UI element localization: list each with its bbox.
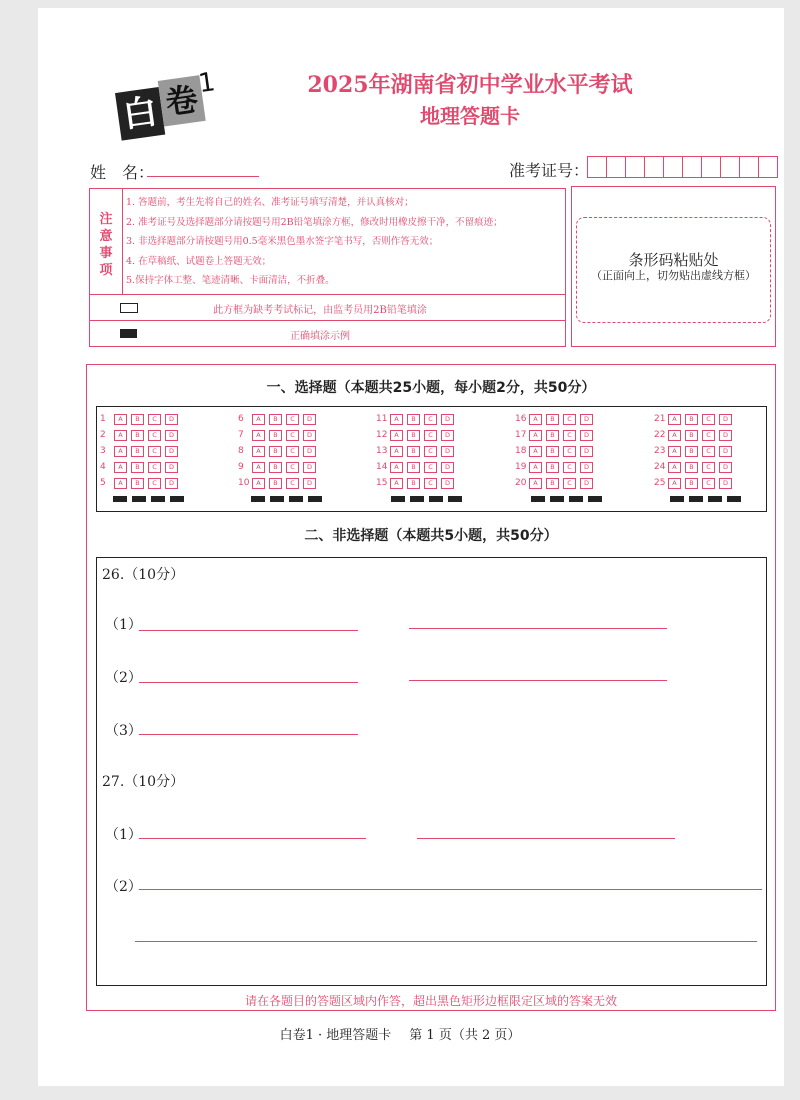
absent-mark-text: 此方框为缺考考试标记，由监考员用2B铅笔填涂 bbox=[213, 305, 427, 316]
option-bubble[interactable]: C bbox=[424, 430, 437, 441]
option-bubble[interactable]: A bbox=[390, 462, 403, 473]
option-bubble[interactable]: D bbox=[441, 414, 454, 425]
option-bubble[interactable]: B bbox=[131, 430, 144, 441]
option-bubble[interactable]: C bbox=[148, 478, 161, 489]
choice-column bbox=[654, 411, 736, 491]
option-bubble[interactable]: A bbox=[252, 478, 265, 489]
timing-marks bbox=[113, 496, 189, 502]
question-number: 15 bbox=[376, 478, 388, 488]
choice-question-row bbox=[238, 443, 320, 459]
choice-column bbox=[100, 411, 182, 491]
option-bubble[interactable]: A bbox=[668, 414, 681, 425]
question-number: 14 bbox=[376, 462, 388, 472]
option-bubble[interactable]: A bbox=[668, 430, 681, 441]
q26-2-answer-line-a[interactable] bbox=[139, 682, 358, 683]
option-bubble[interactable]: C bbox=[286, 446, 299, 457]
choice-question-row bbox=[238, 427, 320, 443]
option-bubble[interactable]: D bbox=[303, 430, 316, 441]
option-bubble[interactable]: C bbox=[148, 446, 161, 457]
question-number: 13 bbox=[376, 446, 388, 456]
option-bubble[interactable]: B bbox=[685, 446, 698, 457]
option-bubble[interactable]: A bbox=[529, 414, 542, 425]
q27-sub-2: （2） bbox=[105, 879, 142, 895]
option-bubble[interactable]: D bbox=[303, 446, 316, 457]
option-bubble[interactable]: D bbox=[441, 478, 454, 489]
option-bubble[interactable]: D bbox=[580, 446, 593, 457]
choice-question-row bbox=[376, 443, 458, 459]
question-number: 6 bbox=[238, 414, 244, 424]
question-number: 18 bbox=[515, 446, 527, 456]
option-bubble[interactable]: C bbox=[563, 478, 576, 489]
absent-mark-box[interactable] bbox=[120, 303, 138, 313]
option-bubble[interactable]: C bbox=[563, 430, 576, 441]
option-bubble[interactable]: B bbox=[685, 462, 698, 473]
choice-question-row bbox=[515, 459, 597, 475]
question-number: 2 bbox=[100, 430, 106, 440]
option-bubble[interactable]: D bbox=[165, 414, 178, 425]
choice-question-row bbox=[100, 475, 182, 491]
choice-question-row bbox=[654, 427, 736, 443]
choice-question-row bbox=[515, 443, 597, 459]
choice-question-row bbox=[515, 475, 597, 491]
option-bubble[interactable]: B bbox=[131, 446, 144, 457]
option-bubble[interactable]: C bbox=[702, 478, 715, 489]
option-bubble[interactable]: A bbox=[668, 478, 681, 489]
option-bubble[interactable]: B bbox=[407, 414, 420, 425]
option-bubble[interactable]: D bbox=[441, 430, 454, 441]
option-bubble[interactable]: B bbox=[407, 430, 420, 441]
option-bubble[interactable]: D bbox=[165, 446, 178, 457]
q27-1-answer-line-a[interactable] bbox=[139, 838, 366, 839]
option-bubble[interactable]: C bbox=[563, 446, 576, 457]
footer-paper-label: 白卷1 · 地理答题卡 bbox=[279, 1028, 392, 1043]
option-bubble[interactable]: A bbox=[252, 446, 265, 457]
notice-item: 3. 非选择题部分请按题号用0.5毫米黑色墨水签字笔书写，否则作答无效； bbox=[126, 236, 439, 247]
option-bubble[interactable]: D bbox=[719, 462, 732, 473]
option-bubble[interactable]: D bbox=[441, 446, 454, 457]
question-number: 10 bbox=[238, 478, 250, 488]
choice-question-row bbox=[654, 459, 736, 475]
question-number: 17 bbox=[515, 430, 527, 440]
q26-1-answer-line-b[interactable] bbox=[409, 628, 667, 629]
barcode-label: 条形码粘贴处 bbox=[628, 251, 719, 269]
choice-question-row bbox=[515, 427, 597, 443]
barcode-hint: （正面向上，切勿贴出虚线方框） bbox=[591, 269, 756, 282]
q26-sub-2: （2） bbox=[105, 670, 142, 686]
choice-grid bbox=[96, 406, 767, 512]
choice-question-row bbox=[654, 411, 736, 427]
option-bubble[interactable]: A bbox=[668, 446, 681, 457]
q27-2-answer-line-a[interactable] bbox=[139, 889, 762, 890]
option-bubble[interactable]: C bbox=[424, 414, 437, 425]
option-bubble[interactable]: D bbox=[719, 430, 732, 441]
id-number-boxes[interactable] bbox=[588, 156, 778, 178]
question-number: 16 bbox=[515, 414, 527, 424]
choice-question-row bbox=[100, 427, 182, 443]
question-number: 19 bbox=[515, 462, 527, 472]
timing-marks bbox=[391, 496, 467, 502]
option-bubble[interactable]: A bbox=[252, 430, 265, 441]
option-bubble[interactable]: B bbox=[685, 414, 698, 425]
q26-1-answer-line-a[interactable] bbox=[139, 630, 358, 631]
notice-item: 1. 答题前，考生先将自己的姓名、准考证号填写清楚，并认真核对； bbox=[126, 197, 414, 208]
question-number: 7 bbox=[238, 430, 244, 440]
option-bubble[interactable]: A bbox=[390, 430, 403, 441]
badge-number: 1 bbox=[196, 67, 218, 100]
q27-1-answer-line-b[interactable] bbox=[417, 838, 675, 839]
q26-sub-3: （3） bbox=[105, 723, 142, 739]
option-bubble[interactable]: B bbox=[407, 462, 420, 473]
option-bubble[interactable]: C bbox=[148, 430, 161, 441]
choice-question-row bbox=[654, 443, 736, 459]
option-bubble[interactable]: C bbox=[286, 462, 299, 473]
q26-sub-1: （1） bbox=[105, 617, 142, 633]
option-bubble[interactable]: D bbox=[165, 430, 178, 441]
option-bubble[interactable]: D bbox=[719, 446, 732, 457]
option-bubble[interactable]: B bbox=[269, 478, 282, 489]
question-number: 11 bbox=[376, 414, 388, 424]
choice-question-row bbox=[376, 411, 458, 427]
filled-example-mark bbox=[120, 329, 137, 338]
option-bubble[interactable]: B bbox=[131, 414, 144, 425]
option-bubble[interactable]: B bbox=[546, 462, 559, 473]
option-bubble[interactable]: D bbox=[580, 462, 593, 473]
option-bubble[interactable]: A bbox=[529, 446, 542, 457]
option-bubble[interactable]: C bbox=[424, 462, 437, 473]
option-bubble[interactable]: C bbox=[148, 414, 161, 425]
timing-marks bbox=[531, 496, 607, 502]
choice-question-row bbox=[238, 459, 320, 475]
choice-question-row bbox=[238, 475, 320, 491]
option-bubble[interactable]: B bbox=[407, 446, 420, 457]
question-number: 22 bbox=[654, 430, 666, 440]
option-bubble[interactable]: D bbox=[165, 478, 178, 489]
option-bubble[interactable]: C bbox=[563, 462, 576, 473]
option-bubble[interactable]: B bbox=[546, 414, 559, 425]
q27-sub-1: （1） bbox=[105, 827, 142, 843]
option-bubble[interactable]: C bbox=[286, 414, 299, 425]
option-bubble[interactable]: B bbox=[546, 430, 559, 441]
notice-item: 5.保持字体工整、笔迹清晰、卡面清洁，不折叠。 bbox=[126, 275, 335, 286]
option-bubble[interactable]: C bbox=[702, 430, 715, 441]
fill-example-row bbox=[90, 320, 565, 347]
notice-box bbox=[89, 188, 566, 347]
fill-example-text: 正确填涂示例 bbox=[290, 331, 350, 342]
option-bubble[interactable]: D bbox=[580, 414, 593, 425]
timing-marks bbox=[251, 496, 327, 502]
question-number: 23 bbox=[654, 446, 666, 456]
option-bubble[interactable]: D bbox=[580, 430, 593, 441]
badge-char-2: 卷 bbox=[158, 75, 206, 126]
option-bubble[interactable]: A bbox=[390, 414, 403, 425]
section2-title: 二、非选择题（本题共5小题，共50分） bbox=[304, 528, 558, 544]
option-bubble[interactable]: B bbox=[407, 478, 420, 489]
choice-question-row bbox=[654, 475, 736, 491]
option-bubble[interactable]: B bbox=[685, 478, 698, 489]
notice-side-text: 注 意 事 项 bbox=[99, 212, 113, 278]
name-field[interactable] bbox=[147, 176, 259, 177]
option-bubble[interactable]: B bbox=[269, 446, 282, 457]
option-bubble[interactable]: D bbox=[719, 478, 732, 489]
notice-items bbox=[126, 193, 556, 291]
question-number: 4 bbox=[100, 462, 106, 472]
option-bubble[interactable]: A bbox=[529, 430, 542, 441]
choice-question-row bbox=[376, 459, 458, 475]
option-bubble[interactable]: D bbox=[441, 462, 454, 473]
choice-question-row bbox=[100, 443, 182, 459]
choice-question-row bbox=[100, 459, 182, 475]
question-number: 1 bbox=[100, 414, 106, 424]
q27-2-answer-line-b[interactable] bbox=[135, 941, 757, 942]
choice-question-row bbox=[515, 411, 597, 427]
option-bubble[interactable]: A bbox=[114, 462, 127, 473]
question-number: 21 bbox=[654, 414, 666, 424]
page-footer bbox=[0, 1024, 800, 1043]
name-label: 姓 名： bbox=[90, 163, 155, 182]
option-bubble[interactable]: A bbox=[668, 462, 681, 473]
option-bubble[interactable]: D bbox=[303, 478, 316, 489]
barcode-area bbox=[571, 186, 776, 347]
badge-char-1: 白 bbox=[115, 87, 165, 141]
option-bubble[interactable]: C bbox=[424, 446, 437, 457]
option-bubble[interactable]: A bbox=[529, 478, 542, 489]
option-bubble[interactable]: B bbox=[546, 478, 559, 489]
option-bubble[interactable]: C bbox=[286, 430, 299, 441]
option-bubble[interactable]: A bbox=[390, 478, 403, 489]
option-bubble[interactable]: C bbox=[424, 478, 437, 489]
notice-item: 2. 准考证号及选择题部分请按题号用2B铅笔填涂方框，修改时用橡皮擦干净，不留痕迹； bbox=[126, 216, 503, 228]
question-number: 3 bbox=[100, 446, 106, 456]
option-bubble[interactable]: A bbox=[252, 462, 265, 473]
notice-item: 4. 在草稿纸、试题卷上答题无效； bbox=[126, 255, 272, 267]
option-bubble[interactable]: C bbox=[563, 414, 576, 425]
option-bubble[interactable]: C bbox=[702, 462, 715, 473]
answer-area-warning: 请在各题目的答题区域内作答，超出黑色矩形边框限定区域的答案无效 bbox=[244, 994, 617, 1008]
question-number: 20 bbox=[515, 478, 527, 488]
q26-3-answer-line[interactable] bbox=[139, 734, 358, 735]
option-bubble[interactable]: D bbox=[580, 478, 593, 489]
option-bubble[interactable]: C bbox=[148, 462, 161, 473]
option-bubble[interactable]: B bbox=[269, 414, 282, 425]
question-26-head: 26.（10分） bbox=[102, 567, 185, 583]
option-bubble[interactable]: A bbox=[529, 462, 542, 473]
option-bubble[interactable]: C bbox=[702, 414, 715, 425]
card-title: 地理答题卡 bbox=[420, 104, 520, 128]
question-number: 25 bbox=[654, 478, 666, 488]
option-bubble[interactable]: D bbox=[303, 462, 316, 473]
option-bubble[interactable]: D bbox=[303, 414, 316, 425]
answer-area bbox=[86, 364, 776, 1011]
id-label: 准考证号： bbox=[509, 161, 590, 180]
option-bubble[interactable]: D bbox=[719, 414, 732, 425]
option-bubble[interactable]: C bbox=[286, 478, 299, 489]
notice-side-label bbox=[90, 189, 123, 294]
choice-question-row bbox=[376, 427, 458, 443]
option-bubble[interactable]: A bbox=[252, 414, 265, 425]
option-bubble[interactable]: A bbox=[114, 446, 127, 457]
option-bubble[interactable]: D bbox=[165, 462, 178, 473]
option-bubble[interactable]: B bbox=[269, 430, 282, 441]
section1-title: 一、选择题（本题共25小题，每小题2分，共50分） bbox=[266, 380, 596, 396]
question-number: 9 bbox=[238, 462, 244, 472]
question-number: 24 bbox=[654, 462, 666, 472]
exam-title: 2025年湖南省初中学业水平考试 bbox=[307, 72, 633, 98]
timing-marks bbox=[670, 496, 746, 502]
option-bubble[interactable]: B bbox=[131, 462, 144, 473]
choice-question-row bbox=[100, 411, 182, 427]
option-bubble[interactable]: A bbox=[114, 414, 127, 425]
question-number: 8 bbox=[238, 446, 244, 456]
option-bubble[interactable]: A bbox=[390, 446, 403, 457]
option-bubble[interactable]: A bbox=[114, 478, 127, 489]
option-bubble[interactable]: B bbox=[546, 446, 559, 457]
option-bubble[interactable]: B bbox=[685, 430, 698, 441]
option-bubble[interactable]: B bbox=[131, 478, 144, 489]
choice-question-row bbox=[238, 411, 320, 427]
nonchoice-box bbox=[96, 557, 767, 986]
choice-question-row bbox=[376, 475, 458, 491]
choice-column bbox=[238, 411, 320, 491]
question-27-head: 27.（10分） bbox=[102, 774, 185, 790]
question-number: 12 bbox=[376, 430, 388, 440]
option-bubble[interactable]: C bbox=[702, 446, 715, 457]
q26-2-answer-line-b[interactable] bbox=[409, 680, 667, 681]
footer-page-number: 第 1 页（共 2 页） bbox=[409, 1028, 521, 1043]
question-number: 5 bbox=[100, 478, 106, 488]
option-bubble[interactable]: A bbox=[114, 430, 127, 441]
absent-mark-row bbox=[90, 294, 565, 321]
choice-column bbox=[376, 411, 458, 491]
option-bubble[interactable]: B bbox=[269, 462, 282, 473]
choice-column bbox=[515, 411, 597, 491]
